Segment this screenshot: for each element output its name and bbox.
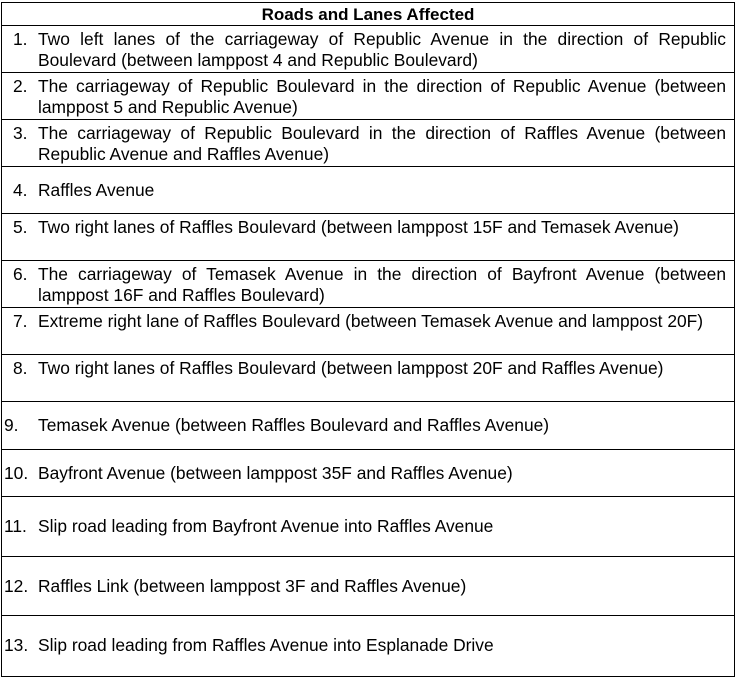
row-text: The carriageway of Republic Boulevard in the direction of Republic Avenue (between lamppost 5 and Republic Avenue) (38, 76, 726, 117)
table-row (2, 450, 734, 497)
table-row (2, 497, 734, 557)
row-number: 4. (13, 180, 28, 200)
row-number: 8. (13, 358, 28, 378)
row-number: 2. (13, 76, 28, 96)
row-text: Raffles Avenue (38, 180, 155, 200)
table-row (2, 355, 734, 402)
table-row (2, 557, 734, 616)
row-number: 10. (4, 463, 29, 483)
row-number: 11. (4, 516, 27, 536)
row-number: 1. (13, 29, 28, 49)
row-text: Two left lanes of the carriageway of Republic Avenue in the direction of Republic Boulevard (between lamppost 4 and Republic Boulevard) (38, 29, 726, 70)
row-number: 13. (4, 635, 29, 655)
table-row (2, 73, 734, 120)
row-number: 9. (4, 415, 19, 435)
table-row (2, 308, 734, 355)
table-row (2, 120, 734, 167)
table-row (2, 261, 734, 308)
row-text: Bayfront Avenue (between lamppost 35F and Raffles Avenue) (38, 463, 513, 483)
row-number: 12. (4, 576, 29, 596)
table-row (2, 214, 734, 261)
table-row (2, 616, 734, 676)
table-header: Roads and Lanes Affected (2, 3, 734, 26)
affected-roads-table (1, 2, 735, 677)
row-text: Two right lanes of Raffles Boulevard (between lamppost 15F and Temasek Avenue) (38, 217, 679, 237)
row-text: Extreme right lane of Raffles Boulevard (between Temasek Avenue and lamppost 20F) (38, 311, 704, 331)
row-text: The carriageway of Temasek Avenue in the direction of Bayfront Avenue (between lamppost 16F and Raffles Boulevard) (38, 264, 726, 305)
row-number: 5. (13, 217, 28, 237)
row-text: Slip road leading from Raffles Avenue into Esplanade Drive (38, 635, 494, 655)
table-row (2, 26, 734, 73)
row-text: Temasek Avenue (between Raffles Boulevard and Raffles Avenue) (38, 415, 550, 435)
row-number: 6. (13, 264, 28, 284)
row-text: Raffles Link (between lamppost 3F and Raffles Avenue) (38, 576, 467, 596)
row-text: The carriageway of Republic Boulevard in the direction of Raffles Avenue (between Republic Avenue and Raffles Avenue) (38, 123, 726, 164)
row-text: Slip road leading from Bayfront Avenue into Raffles Avenue (38, 516, 494, 536)
table-row (2, 167, 734, 214)
table-row (2, 402, 734, 450)
row-number: 7. (13, 311, 28, 331)
row-text: Two right lanes of Raffles Boulevard (between lamppost 20F and Raffles Avenue) (38, 358, 664, 378)
row-number: 3. (13, 123, 28, 143)
